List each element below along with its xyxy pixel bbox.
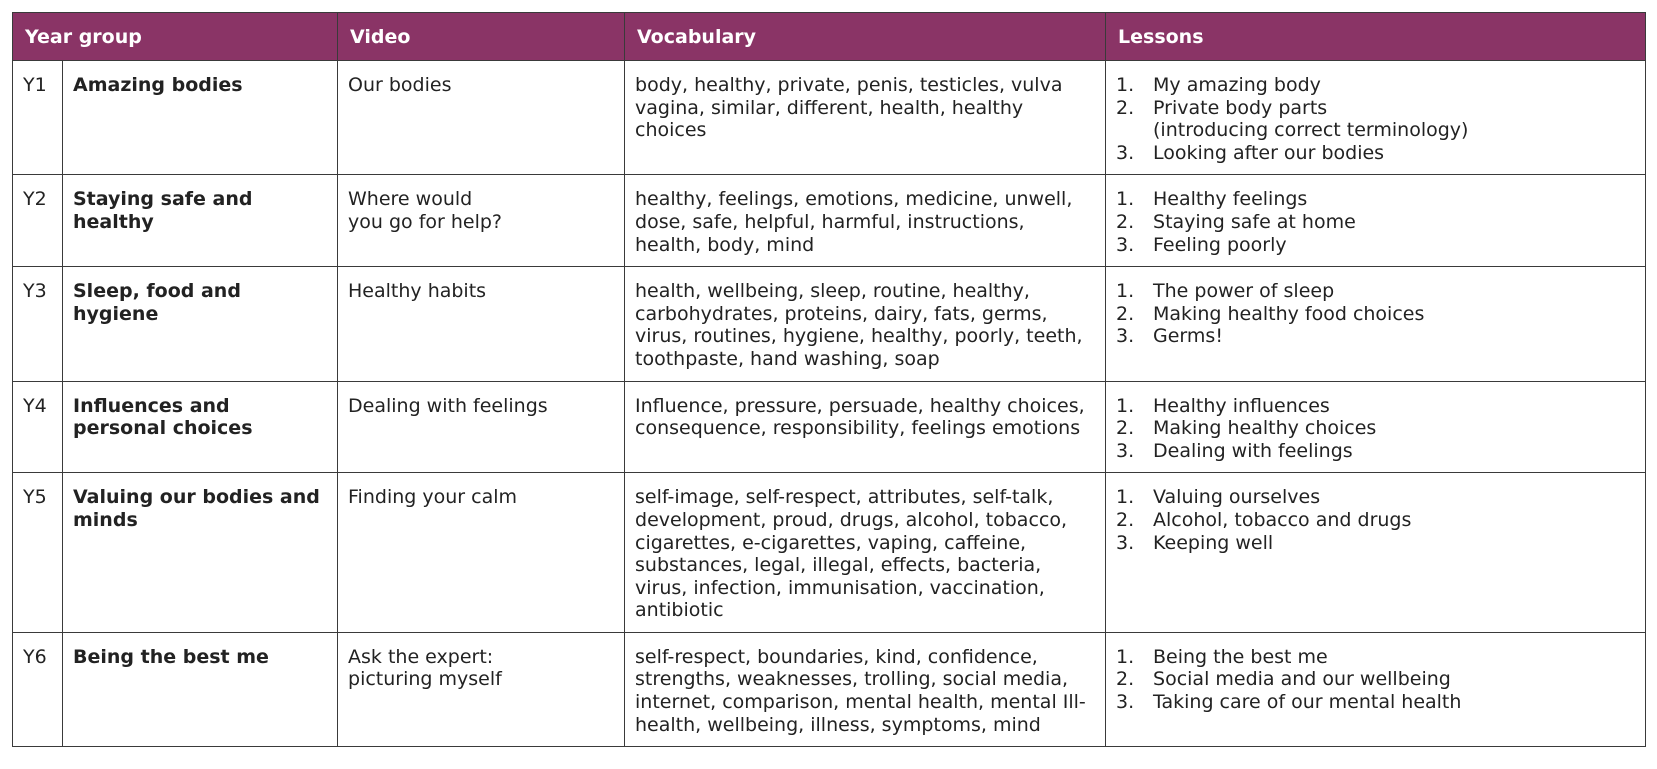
lesson-item: 2. Alcohol, tobacco and drugs: [1116, 508, 1412, 531]
year-cell: Y4: [13, 381, 63, 473]
curriculum-table: [12, 12, 1646, 747]
lessons-cell: [1106, 381, 1646, 473]
lessons-list: [1116, 74, 1635, 164]
lessons-list: [1116, 280, 1635, 348]
table-row: [13, 61, 1646, 175]
year-cell: Y1: [13, 61, 63, 175]
topic-cell: Staying safe and healthy: [63, 175, 338, 267]
year-cell: Y2: [13, 175, 63, 267]
vocabulary-cell: self-respect, boundaries, kind, confidence, strengths, weaknesses, trolling, social media, internet, comparison, mental health, mental Ill-health, wellbeing, illness, symptoms, mind: [625, 632, 1106, 746]
video-cell: Where would you go for help?: [338, 175, 625, 267]
lesson-item: 2. Making healthy choices: [1116, 417, 1377, 440]
table-row: [13, 632, 1646, 746]
lesson-item: 1. Healthy influences: [1116, 394, 1330, 417]
table-row: [13, 267, 1646, 381]
vocabulary-cell: Influence, pressure, persuade, healthy choices, consequence, responsibility, feelings emotions: [625, 381, 1106, 473]
header-video: Video: [338, 13, 625, 61]
lessons-cell: [1106, 267, 1646, 381]
lesson-item: 3. Germs!: [1116, 325, 1223, 348]
lessons-list: [1116, 395, 1635, 463]
lessons-list: [1116, 646, 1635, 714]
topic-cell: Amazing bodies: [63, 61, 338, 175]
vocabulary-cell: healthy, feelings, emotions, medicine, unwell, dose, safe, helpful, harmful, instructions, health, body, mind: [625, 175, 1106, 267]
header-lessons: Lessons: [1106, 13, 1646, 61]
lessons-list: [1116, 188, 1635, 256]
table-row: [13, 473, 1646, 633]
lessons-cell: [1106, 61, 1646, 175]
video-cell: Healthy habits: [338, 267, 625, 381]
year-cell: Y6: [13, 632, 63, 746]
video-cell: Our bodies: [338, 61, 625, 175]
lesson-item: 2. Private body parts (introducing correct terminology): [1116, 96, 1469, 142]
vocabulary-cell: body, healthy, private, penis, testicles, vulva vagina, similar, different, health, healthy choices: [625, 61, 1106, 175]
video-cell: Ask the expert: picturing myself: [338, 632, 625, 746]
lesson-item: 1. Being the best me: [1116, 645, 1328, 668]
video-cell: Finding your calm: [338, 473, 625, 633]
lesson-item: 3. Keeping well: [1116, 531, 1274, 554]
lesson-item: 1. The power of sleep: [1116, 280, 1335, 303]
lesson-item: 3. Looking after our bodies: [1116, 141, 1385, 164]
topic-cell: Valuing our bodies and minds: [63, 473, 338, 633]
table-row: [13, 381, 1646, 473]
lesson-item: 2. Social media and our wellbeing: [1116, 668, 1451, 691]
topic-cell: Sleep, food and hygiene: [63, 267, 338, 381]
vocabulary-cell: self-image, self-respect, attributes, self-talk, development, proud, drugs, alcohol, tobacco, cigarettes, e-cigarettes, vaping, caffeine, substances, legal, illegal, effects, bacteria, virus, infection, immunisation, vaccination, antibiotic: [625, 473, 1106, 633]
lessons-list: [1116, 486, 1635, 554]
lesson-item: 3. Feeling poorly: [1116, 233, 1287, 256]
lessons-cell: [1106, 632, 1646, 746]
lesson-item: 1. My amazing body: [1116, 74, 1321, 96]
topic-cell: Being the best me: [63, 632, 338, 746]
lessons-cell: [1106, 175, 1646, 267]
lesson-item: 2. Making healthy food choices: [1116, 302, 1425, 325]
header-vocabulary: Vocabulary: [625, 13, 1106, 61]
lesson-item: 3. Taking care of our mental health: [1116, 691, 1462, 714]
year-cell: Y5: [13, 473, 63, 633]
table-row: [13, 175, 1646, 267]
year-cell: Y3: [13, 267, 63, 381]
lesson-item: 3. Dealing with feelings: [1116, 439, 1353, 462]
vocabulary-cell: health, wellbeing, sleep, routine, healthy, carbohydrates, proteins, dairy, fats, germs, virus, routines, hygiene, healthy, poorly, teeth, toothpaste, hand washing, soap: [625, 267, 1106, 381]
topic-cell: Influences and personal choices: [63, 381, 338, 473]
header-year-group: Year group: [13, 13, 338, 61]
lessons-cell: [1106, 473, 1646, 633]
lesson-item: 1. Valuing ourselves: [1116, 486, 1321, 509]
curriculum-table-wrapper: [12, 12, 1645, 747]
video-cell: Dealing with feelings: [338, 381, 625, 473]
header-row: [13, 13, 1646, 61]
lesson-item: 2. Staying safe at home: [1116, 210, 1356, 233]
lesson-item: 1. Healthy feelings: [1116, 188, 1308, 211]
